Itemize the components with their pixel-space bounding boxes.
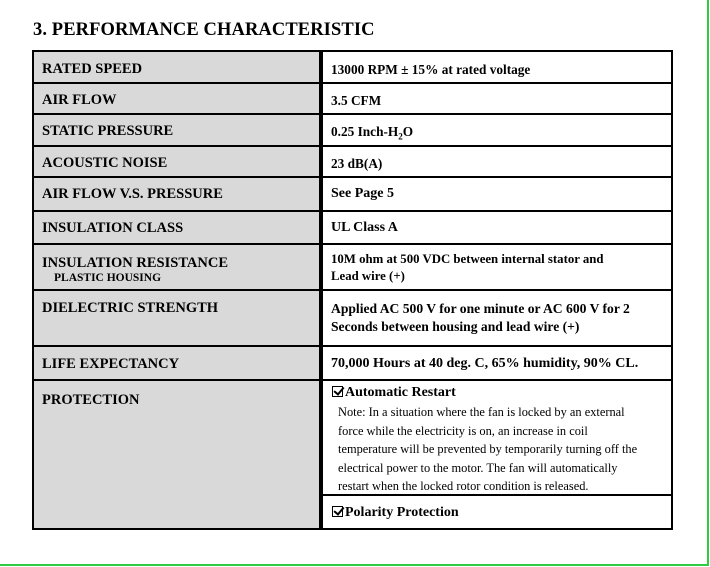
air-flow-label: AIR FLOW — [42, 92, 117, 108]
insulation-resistance-value-line1: 10M ohm at 500 VDC between internal stator and — [331, 252, 604, 266]
insulation-resistance-value-line2: Lead wire (+) — [331, 269, 405, 283]
rated-speed-label: RATED SPEED — [42, 61, 143, 77]
static-pressure-label-cell — [34, 115, 319, 147]
protection-label: PROTECTION — [42, 392, 140, 408]
insulation-resistance-value-cell — [323, 245, 671, 291]
dielectric-strength-value-line2: Seconds between housing and lead wire (+) — [331, 319, 580, 334]
airflow-vs-pressure-value: See Page 5 — [331, 186, 394, 201]
life-expectancy-label: LIFE EXPECTANCY — [42, 356, 180, 372]
insulation-class-value: UL Class A — [331, 220, 398, 235]
life-expectancy-value: 70,000 Hours at 40 deg. C, 65% humidity, 90% CL. — [331, 356, 639, 371]
airflow-vs-pressure-label-cell — [34, 178, 319, 212]
acoustic-noise-label-cell — [34, 147, 319, 178]
dielectric-strength-value-cell — [323, 291, 671, 347]
rated-speed-value: 13000 RPM ± 15% at rated voltage — [331, 62, 531, 77]
life-expectancy-value-cell — [323, 347, 671, 381]
note-line: temperature will be prevented by temporarily turning off the — [338, 442, 638, 457]
insulation-class-value-cell — [323, 212, 671, 245]
static-pressure-value-cell — [323, 115, 671, 147]
protection-automatic-restart-cell — [323, 381, 671, 496]
insulation-resistance-label: INSULATION RESISTANCE — [42, 255, 229, 271]
insulation-class-label: INSULATION CLASS — [42, 220, 184, 236]
dielectric-strength-label: DIELECTRIC STRENGTH — [42, 300, 219, 316]
airflow-vs-pressure-value-cell — [323, 178, 671, 212]
insulation-resistance-sublabel: PLASTIC HOUSING — [54, 272, 162, 284]
section-heading: 3. PERFORMANCE CHARACTERISTIC — [33, 20, 375, 40]
note-line: restart when the locked rotor condition is released. — [338, 479, 589, 494]
note-line: Note: In a situation where the fan is locked by an external — [338, 405, 625, 419]
static-pressure-label: STATIC PRESSURE — [42, 123, 174, 139]
acoustic-noise-value-cell — [323, 147, 671, 178]
checked-checkbox-icon — [332, 386, 343, 397]
polarity-protection-option: Polarity Protection — [332, 505, 459, 521]
note-line: electrical power to the motor. The fan will automatically — [338, 460, 618, 475]
rated-speed-label-cell — [34, 52, 319, 84]
air-flow-label-cell — [34, 84, 319, 115]
air-flow-value: 3.5 CFM — [331, 93, 382, 108]
protection-label-cell — [34, 381, 319, 528]
dielectric-strength-value-line1: Applied AC 500 V for one minute or AC 600 V for 2 — [331, 301, 630, 316]
automatic-restart-note — [338, 403, 669, 496]
insulation-class-label-cell — [34, 212, 319, 245]
acoustic-noise-label: ACOUSTIC NOISE — [42, 155, 168, 171]
air-flow-value-cell — [323, 84, 671, 115]
performance-table — [32, 50, 673, 530]
insulation-resistance-label-cell — [34, 245, 319, 291]
life-expectancy-label-cell — [34, 347, 319, 381]
automatic-restart-option: Automatic Restart — [332, 385, 456, 401]
protection-polarity-cell — [323, 496, 671, 528]
checked-checkbox-icon — [332, 506, 343, 517]
static-pressure-value: 0.25 Inch-$H_2O$ — [331, 124, 414, 142]
dielectric-strength-label-cell — [34, 291, 319, 347]
rated-speed-value-cell — [323, 52, 671, 84]
note-line: force while the electricity is on, an increase in coil — [338, 423, 588, 438]
acoustic-noise-value: 23 dB(A) — [331, 156, 383, 171]
airflow-vs-pressure-label: AIR FLOW V.S. PRESSURE — [42, 186, 223, 202]
